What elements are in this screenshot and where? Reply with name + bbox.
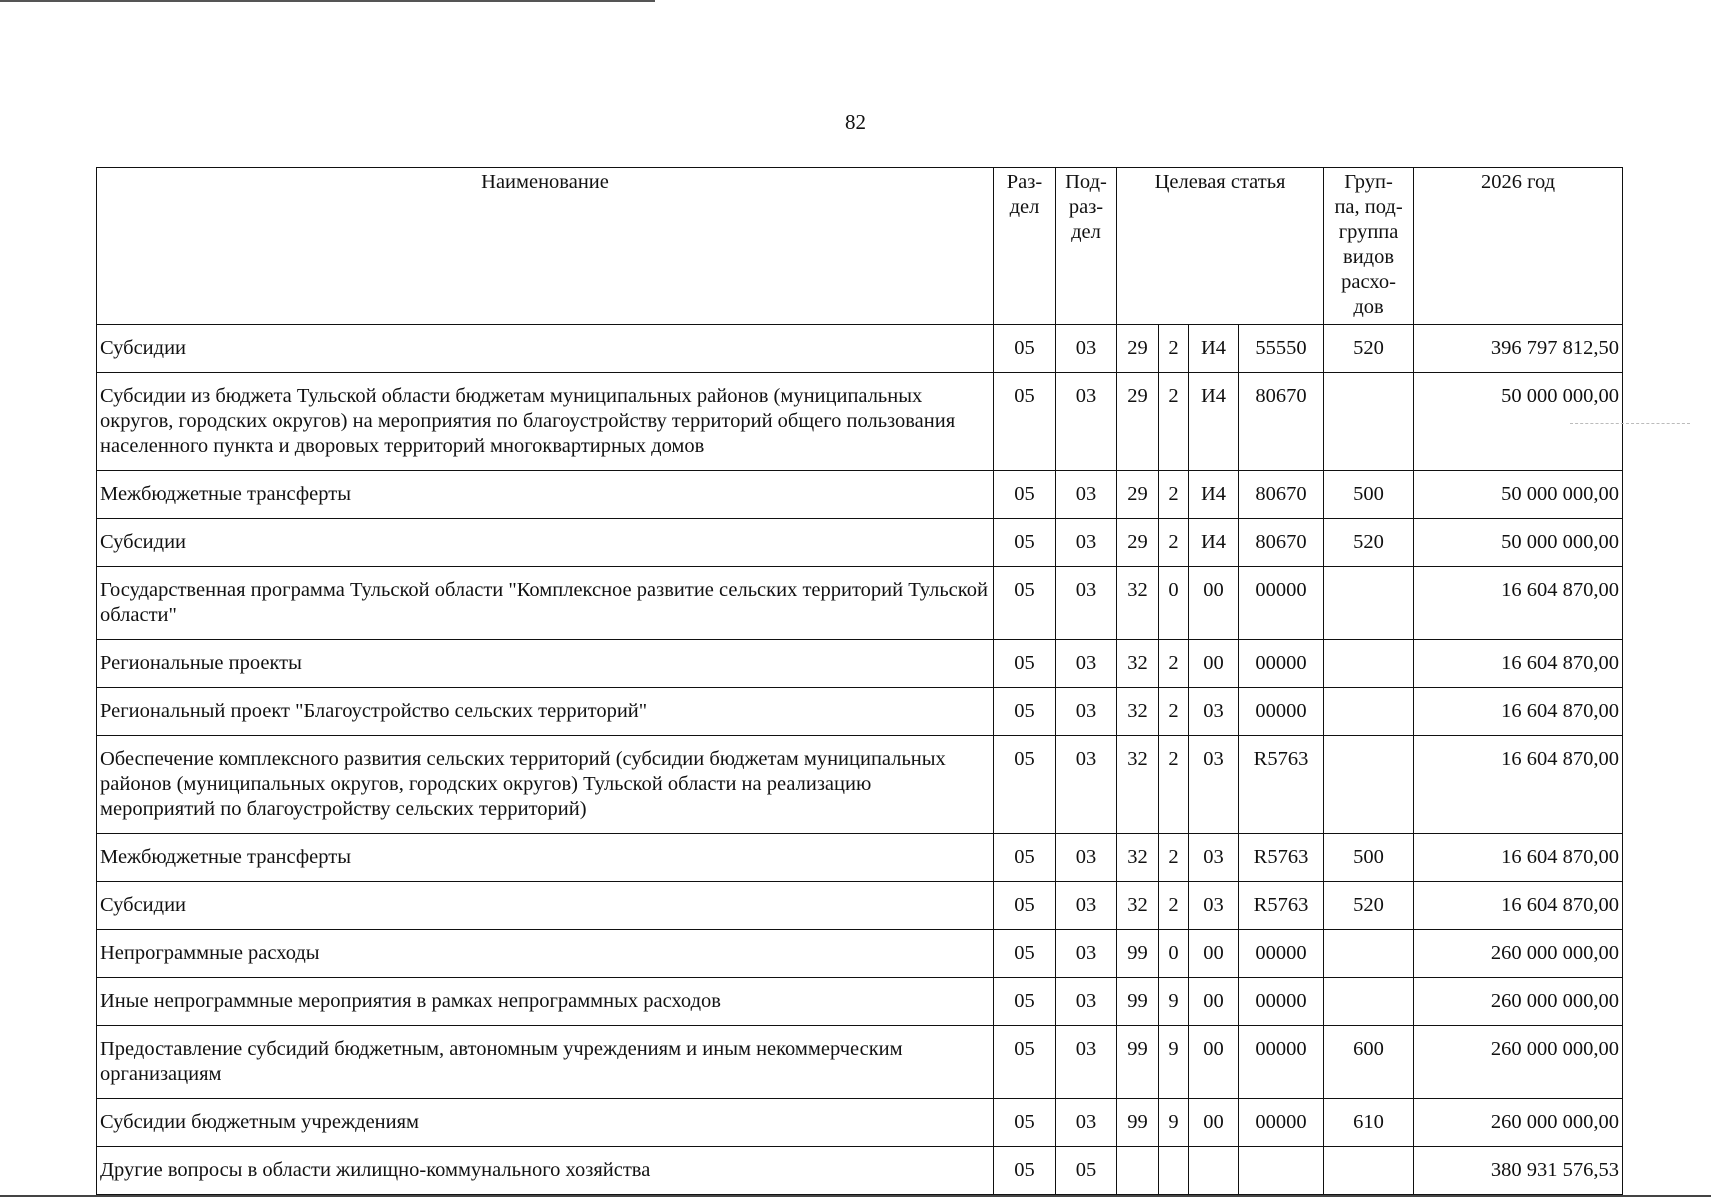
table-row <box>97 882 1623 930</box>
cell-razdel: 05 <box>994 373 1056 471</box>
cell-name: Субсидии из бюджета Тульской области бюджетам муниципальных районов (муниципальных округов, городских округов) на мероприятия по благоустройству территорий общего пользования населенного пункта и дворовых территорий многоквартирных домов <box>97 373 994 471</box>
cell-razdel: 05 <box>994 930 1056 978</box>
table-row <box>97 688 1623 736</box>
table-row <box>97 1099 1623 1147</box>
cell-target-direction: 00 <box>1189 978 1239 1026</box>
cell-amount: 16 604 870,00 <box>1414 882 1623 930</box>
cell-name: Межбюджетные трансферты <box>97 471 994 519</box>
cell-target-subprogram: 2 <box>1159 519 1189 567</box>
cell-target-subprogram: 2 <box>1159 736 1189 834</box>
cell-target-code: R5763 <box>1239 736 1324 834</box>
cell-amount: 50 000 000,00 <box>1414 373 1623 471</box>
cell-razdel: 05 <box>994 736 1056 834</box>
cell-target-program: 99 <box>1117 1026 1159 1099</box>
cell-podrazdel: 03 <box>1056 471 1117 519</box>
table-row <box>97 471 1623 519</box>
scan-artifact <box>1570 423 1690 424</box>
table-row <box>97 930 1623 978</box>
table-header-row <box>97 168 1623 325</box>
cell-name: Субсидии бюджетным учреждениям <box>97 1099 994 1147</box>
cell-target-direction: И4 <box>1189 519 1239 567</box>
table-row <box>97 1147 1623 1195</box>
cell-razdel: 05 <box>994 978 1056 1026</box>
page-number: 82 <box>845 110 866 134</box>
cell-podrazdel: 03 <box>1056 736 1117 834</box>
cell-podrazdel: 03 <box>1056 325 1117 373</box>
cell-expense-group: 500 <box>1324 834 1414 882</box>
cell-target-code: 00000 <box>1239 1026 1324 1099</box>
cell-razdel: 05 <box>994 325 1056 373</box>
cell-target-code: 00000 <box>1239 978 1324 1026</box>
cell-amount: 16 604 870,00 <box>1414 688 1623 736</box>
cell-target-direction: 00 <box>1189 640 1239 688</box>
cell-target-direction: 03 <box>1189 882 1239 930</box>
cell-target-subprogram: 2 <box>1159 325 1189 373</box>
cell-target-subprogram: 0 <box>1159 567 1189 640</box>
cell-razdel: 05 <box>994 882 1056 930</box>
cell-amount: 16 604 870,00 <box>1414 736 1623 834</box>
table-row <box>97 834 1623 882</box>
cell-name: Другие вопросы в области жилищно-коммунального хозяйства <box>97 1147 994 1195</box>
cell-target-program: 32 <box>1117 567 1159 640</box>
cell-amount: 260 000 000,00 <box>1414 978 1623 1026</box>
cell-target-code: 00000 <box>1239 640 1324 688</box>
cell-podrazdel: 05 <box>1056 1147 1117 1195</box>
cell-name: Субсидии <box>97 325 994 373</box>
cell-target-direction: 00 <box>1189 567 1239 640</box>
cell-target-program: 29 <box>1117 519 1159 567</box>
cell-target-direction: 00 <box>1189 1099 1239 1147</box>
cell-target-subprogram: 2 <box>1159 373 1189 471</box>
table-row <box>97 736 1623 834</box>
cell-amount: 260 000 000,00 <box>1414 1099 1623 1147</box>
cell-expense-group: 520 <box>1324 325 1414 373</box>
cell-podrazdel: 03 <box>1056 930 1117 978</box>
cell-podrazdel: 03 <box>1056 640 1117 688</box>
table-row <box>97 1026 1623 1099</box>
cell-podrazdel: 03 <box>1056 1099 1117 1147</box>
cell-target-code: 00000 <box>1239 930 1324 978</box>
cell-target-direction: И4 <box>1189 471 1239 519</box>
scan-edge-bottom <box>0 1195 1711 1197</box>
cell-name: Иные непрограммные мероприятия в рамках непрограммных расходов <box>97 978 994 1026</box>
cell-target-program: 32 <box>1117 882 1159 930</box>
cell-target-program: 29 <box>1117 373 1159 471</box>
cell-target-program: 99 <box>1117 930 1159 978</box>
cell-target-subprogram <box>1159 1147 1189 1195</box>
cell-razdel: 05 <box>994 471 1056 519</box>
cell-target-code: 00000 <box>1239 688 1324 736</box>
cell-expense-group: 610 <box>1324 1099 1414 1147</box>
cell-name: Межбюджетные трансферты <box>97 834 994 882</box>
cell-amount: 380 931 576,53 <box>1414 1147 1623 1195</box>
cell-podrazdel: 03 <box>1056 978 1117 1026</box>
cell-expense-group <box>1324 640 1414 688</box>
cell-target-direction: 03 <box>1189 688 1239 736</box>
cell-amount: 50 000 000,00 <box>1414 519 1623 567</box>
budget-table <box>96 167 1623 1195</box>
cell-target-subprogram: 0 <box>1159 930 1189 978</box>
cell-expense-group: 500 <box>1324 471 1414 519</box>
cell-expense-group <box>1324 567 1414 640</box>
cell-target-code: 55550 <box>1239 325 1324 373</box>
cell-target-direction: 00 <box>1189 1026 1239 1099</box>
cell-target-program: 32 <box>1117 834 1159 882</box>
cell-razdel: 05 <box>994 1026 1056 1099</box>
cell-target-direction: 03 <box>1189 834 1239 882</box>
cell-expense-group: 600 <box>1324 1026 1414 1099</box>
cell-name: Субсидии <box>97 519 994 567</box>
cell-expense-group <box>1324 930 1414 978</box>
cell-target-program: 99 <box>1117 978 1159 1026</box>
cell-amount: 260 000 000,00 <box>1414 930 1623 978</box>
cell-expense-group <box>1324 736 1414 834</box>
cell-expense-group: 520 <box>1324 519 1414 567</box>
cell-target-subprogram: 9 <box>1159 1099 1189 1147</box>
cell-podrazdel: 03 <box>1056 567 1117 640</box>
cell-target-program: 29 <box>1117 325 1159 373</box>
cell-target-subprogram: 2 <box>1159 640 1189 688</box>
cell-razdel: 05 <box>994 1099 1056 1147</box>
cell-podrazdel: 03 <box>1056 373 1117 471</box>
cell-razdel: 05 <box>994 1147 1056 1195</box>
cell-target-subprogram: 2 <box>1159 688 1189 736</box>
cell-target-program: 99 <box>1117 1099 1159 1147</box>
header-razdel: Раз- дел <box>994 168 1056 325</box>
cell-target-direction: 03 <box>1189 736 1239 834</box>
table-row <box>97 373 1623 471</box>
cell-name: Субсидии <box>97 882 994 930</box>
cell-expense-group: 520 <box>1324 882 1414 930</box>
table-row <box>97 519 1623 567</box>
table-row <box>97 567 1623 640</box>
table-row <box>97 325 1623 373</box>
cell-amount: 16 604 870,00 <box>1414 567 1623 640</box>
cell-amount: 16 604 870,00 <box>1414 834 1623 882</box>
header-target-article: Целевая статья <box>1117 168 1324 325</box>
cell-target-direction: И4 <box>1189 373 1239 471</box>
cell-amount: 16 604 870,00 <box>1414 640 1623 688</box>
cell-podrazdel: 03 <box>1056 1026 1117 1099</box>
header-name: Наименование <box>97 168 994 325</box>
cell-target-code: 80670 <box>1239 471 1324 519</box>
cell-razdel: 05 <box>994 688 1056 736</box>
cell-target-code <box>1239 1147 1324 1195</box>
cell-target-direction: И4 <box>1189 325 1239 373</box>
cell-target-direction <box>1189 1147 1239 1195</box>
cell-podrazdel: 03 <box>1056 688 1117 736</box>
cell-target-code: 00000 <box>1239 1099 1324 1147</box>
cell-amount: 396 797 812,50 <box>1414 325 1623 373</box>
cell-amount: 50 000 000,00 <box>1414 471 1623 519</box>
table-row <box>97 640 1623 688</box>
cell-target-code: R5763 <box>1239 882 1324 930</box>
table-row <box>97 978 1623 1026</box>
cell-target-subprogram: 2 <box>1159 882 1189 930</box>
cell-target-program: 29 <box>1117 471 1159 519</box>
cell-podrazdel: 03 <box>1056 882 1117 930</box>
cell-name: Государственная программа Тульской области "Комплексное развитие сельских территорий Тульской области" <box>97 567 994 640</box>
cell-expense-group <box>1324 978 1414 1026</box>
cell-target-subprogram: 9 <box>1159 1026 1189 1099</box>
cell-razdel: 05 <box>994 640 1056 688</box>
cell-target-code: 80670 <box>1239 519 1324 567</box>
cell-target-code: 80670 <box>1239 373 1324 471</box>
cell-name: Региональные проекты <box>97 640 994 688</box>
cell-name: Непрограммные расходы <box>97 930 994 978</box>
cell-amount: 260 000 000,00 <box>1414 1026 1623 1099</box>
cell-name: Обеспечение комплексного развития сельских территорий (субсидии бюджетам муниципальных районов (муниципальных округов, городских округов) Тульской области на реализацию мероприятий по благоустройству сельских территорий) <box>97 736 994 834</box>
header-podrazdel: Под- раз- дел <box>1056 168 1117 325</box>
cell-expense-group <box>1324 688 1414 736</box>
cell-target-code: R5763 <box>1239 834 1324 882</box>
cell-target-program: 32 <box>1117 736 1159 834</box>
cell-expense-group <box>1324 1147 1414 1195</box>
cell-target-program: 32 <box>1117 640 1159 688</box>
cell-expense-group <box>1324 373 1414 471</box>
cell-target-code: 00000 <box>1239 567 1324 640</box>
cell-name: Региональный проект "Благоустройство сельских территорий" <box>97 688 994 736</box>
cell-name: Предоставление субсидий бюджетным, автономным учреждениям и иным некоммерческим организациям <box>97 1026 994 1099</box>
scan-edge-top <box>0 0 655 2</box>
cell-podrazdel: 03 <box>1056 834 1117 882</box>
header-expense-group: Груп- па, под- группа видов расхо- дов <box>1324 168 1414 325</box>
cell-target-program <box>1117 1147 1159 1195</box>
cell-razdel: 05 <box>994 567 1056 640</box>
header-year: 2026 год <box>1414 168 1623 325</box>
cell-razdel: 05 <box>994 519 1056 567</box>
cell-target-subprogram: 2 <box>1159 834 1189 882</box>
cell-podrazdel: 03 <box>1056 519 1117 567</box>
cell-target-direction: 00 <box>1189 930 1239 978</box>
cell-razdel: 05 <box>994 834 1056 882</box>
cell-target-subprogram: 2 <box>1159 471 1189 519</box>
cell-target-program: 32 <box>1117 688 1159 736</box>
cell-target-subprogram: 9 <box>1159 978 1189 1026</box>
